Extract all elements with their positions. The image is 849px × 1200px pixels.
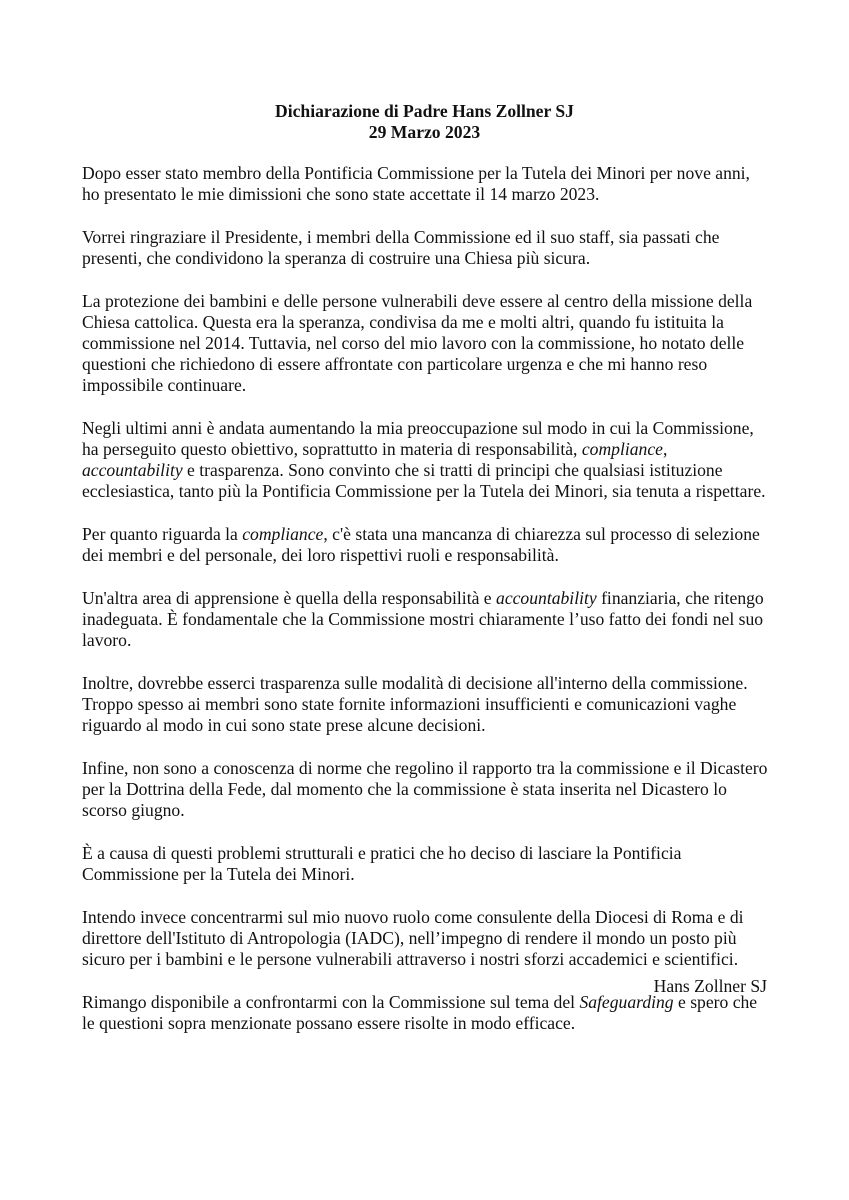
paragraph-closing [82, 992, 772, 1034]
paragraph-transparency [82, 673, 772, 736]
text-line: Vorrei ringraziare il Presidente, i membri della Commissione ed il suo staff, sia passati che [82, 227, 720, 247]
text-line: lavoro. [82, 630, 132, 650]
text-line: per la Dottrina della Fede, dal momento che la commissione è stata inserita nel Dicastero lo [82, 779, 727, 799]
paragraph-dicastery [82, 758, 772, 821]
paragraph-thanks [82, 227, 772, 269]
text-run: finanziaria, che ritengo [596, 588, 764, 608]
italic-term: Safeguarding [579, 992, 674, 1012]
text-line: le questioni sopra menzionate possano essere risolte in modo efficace. [82, 1013, 576, 1033]
text-line: ecclesiastica, tanto più la Pontificia Commissione per la Tutela dei Minori, sia tenuta a rispettare. [82, 481, 766, 501]
text-line: La protezione dei bambini e delle persone vulnerabili deve essere al centro della missione della [82, 291, 753, 311]
paragraph-compliance [82, 524, 772, 566]
text-line: Troppo spesso ai membri sono state fornite informazioni insufficienti e comunicazioni vaghe [82, 694, 737, 714]
text-line: ho presentato le mie dimissioni che sono state accettate il 14 marzo 2023. [82, 184, 600, 204]
text-run: , c'è stata una mancanza di chiarezza sul processo di selezione [323, 524, 760, 544]
document-title: Dichiarazione di Padre Hans Zollner SJ [275, 101, 574, 121]
text-line [82, 439, 772, 460]
text-line: Negli ultimi anni è andata aumentando la mia preoccupazione sul modo in cui la Commissione, [82, 418, 754, 438]
text-line: Dopo esser stato membro della Pontificia Commissione per la Tutela dei Minori per nove anni, [82, 163, 750, 183]
paragraph-concerns [82, 418, 772, 502]
text-line: impossibile continuare. [82, 375, 247, 395]
text-line [82, 460, 772, 481]
paragraph-new-role [82, 907, 772, 970]
text-line: Inoltre, dovrebbe esserci trasparenza sulle modalità di decisione all'interno della commissione. [82, 673, 748, 693]
document-body [82, 163, 772, 1056]
italic-term: compliance [581, 439, 663, 459]
text-run: Rimango disponibile a confrontarmi con la Commissione sul tema del [82, 992, 580, 1012]
paragraph-accountability [82, 588, 772, 651]
italic-term: compliance [242, 524, 324, 544]
text-line: Infine, non sono a conoscenza di norme che regolino il rapporto tra la commissione e il Dicastero [82, 758, 768, 778]
text-line: sicuro per i bambini e le persone vulnerabili attraverso i nostri sforzi accademici e scientifici. [82, 949, 739, 969]
text-run: e trasparenza. Sono convinto che si tratti di principi che qualsiasi istituzione [182, 460, 723, 480]
document-header [0, 101, 849, 143]
italic-term: accountability [82, 460, 183, 480]
text-run: , [662, 439, 668, 459]
signature: Hans Zollner SJ [653, 976, 767, 996]
text-run: Un'altra area di apprensione è quella della responsabilità e [82, 588, 497, 608]
paragraph-resignation [82, 163, 772, 205]
text-line: inadeguata. È fondamentale che la Commissione mostri chiaramente l’uso fatto dei fondi nel suo [82, 609, 764, 629]
document-date: 29 Marzo 2023 [368, 122, 481, 142]
paragraph-mission [82, 291, 772, 396]
text-line [82, 524, 772, 545]
text-line: Commissione per la Tutela dei Minori. [82, 864, 355, 884]
text-line: dei membri e del personale, dei loro rispettivi ruoli e responsabilità. [82, 545, 559, 565]
text-line: È a causa di questi problemi strutturali e pratici che ho deciso di lasciare la Pontificia [82, 843, 682, 863]
paragraph-decision [82, 843, 772, 885]
text-line: commissione nel 2014. Tuttavia, nel corso del mio lavoro con la commissione, ho notato delle [82, 333, 745, 353]
text-line [82, 588, 772, 609]
text-line: direttore dell'Istituto di Antropologia (IADC), nell’impegno di rendere il mondo un posto più [82, 928, 737, 948]
text-line: Intendo invece concentrarmi sul mio nuovo ruolo come consulente della Diocesi di Roma e di [82, 907, 744, 927]
text-line: presenti, che condividono la speranza di costruire una Chiesa più sicura. [82, 248, 591, 268]
text-line: scorso giugno. [82, 800, 185, 820]
text-run: Per quanto riguarda la [82, 524, 243, 544]
text-run: e spero che [673, 992, 758, 1012]
text-run: ha perseguito questo obiettivo, soprattutto in materia di responsabilità, [82, 439, 582, 459]
text-line: questioni che richiedono di essere affrontate con particolare urgenza e che mi hanno reso [82, 354, 708, 374]
text-line: Chiesa cattolica. Questa era la speranza, condivisa da me e molti altri, quando fu istituita la [82, 312, 724, 332]
italic-term: accountability [496, 588, 597, 608]
text-line: riguardo al modo in cui sono state prese alcune decisioni. [82, 715, 486, 735]
